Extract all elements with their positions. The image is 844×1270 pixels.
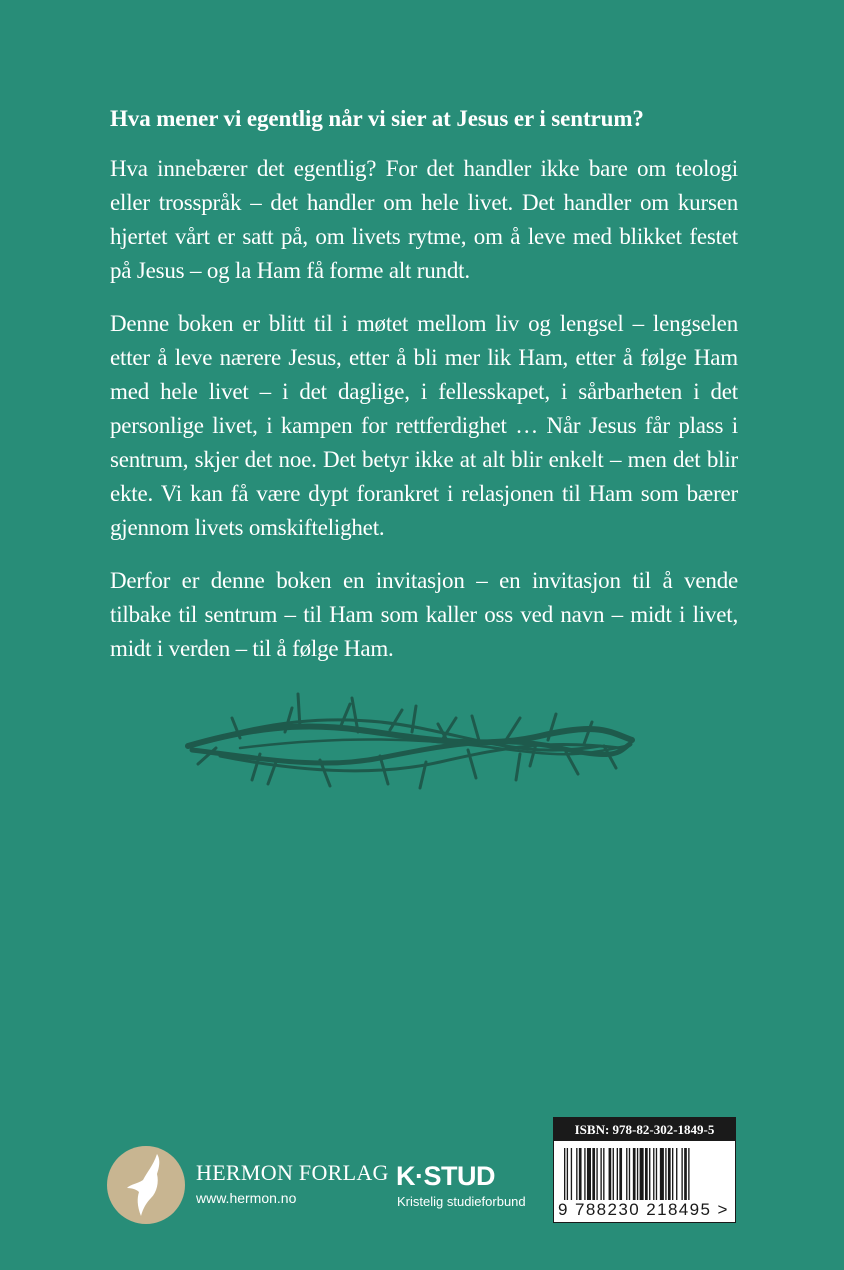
blurb-paragraph-2: Denne boken er blitt til i møtet mellom liv og lengsel – lengselen etter å leve nærere Jesus, etter å bli mer lik Ham, etter å følge Ham med hele livet – i det daglige, i fellesskapet, i sårbarheten i det personlige livet, i kampen for rettferdighet … Når Jesus får plass i sentrum, skjer det noe. Det betyr ikke at alt blir enkelt – men det blir ekte. Vi kan få være dypt forankret i relasjonen til Ham som bærer gjennom livets omskiftelighet. (110, 311, 738, 540)
isbn-barcode-box (553, 1117, 736, 1223)
back-cover-text (110, 102, 738, 685)
partner-logo: K·STUD (396, 1161, 495, 1191)
crown-of-thorns-icon (180, 688, 640, 798)
publisher-name: HERMON FORLAG (196, 1160, 389, 1185)
blurb-heading: Hva mener vi egentlig når vi sier at Jesus er i sentrum? (110, 106, 644, 131)
isbn-digits: 9 788230 218495 > (558, 1200, 729, 1219)
dove-icon (107, 1146, 185, 1224)
isbn-label: ISBN: 978-82-302-1849-5 (554, 1118, 735, 1141)
publisher-url[interactable]: www.hermon.no (196, 1190, 297, 1206)
barcode-icon (564, 1148, 726, 1200)
blurb-paragraph-3: Derfor er denne boken en invitasjon – en invitasjon til å vende tilbake til sentrum – til Ham som kaller oss ved navn – midt i livet, midt i verden – til å følge Ham. (110, 568, 738, 661)
partner-subtitle: Kristelig studieforbund (397, 1194, 526, 1209)
blurb-paragraph-1: Hva innebærer det egentlig? For det handler ikke bare om teologi eller trosspråk – det handler om hele livet. Det handler om kursen hjertet vårt er satt på, om livets rytme, om å leve med blikket festet på Jesus – og la Ham få forme alt rundt. (110, 156, 738, 283)
